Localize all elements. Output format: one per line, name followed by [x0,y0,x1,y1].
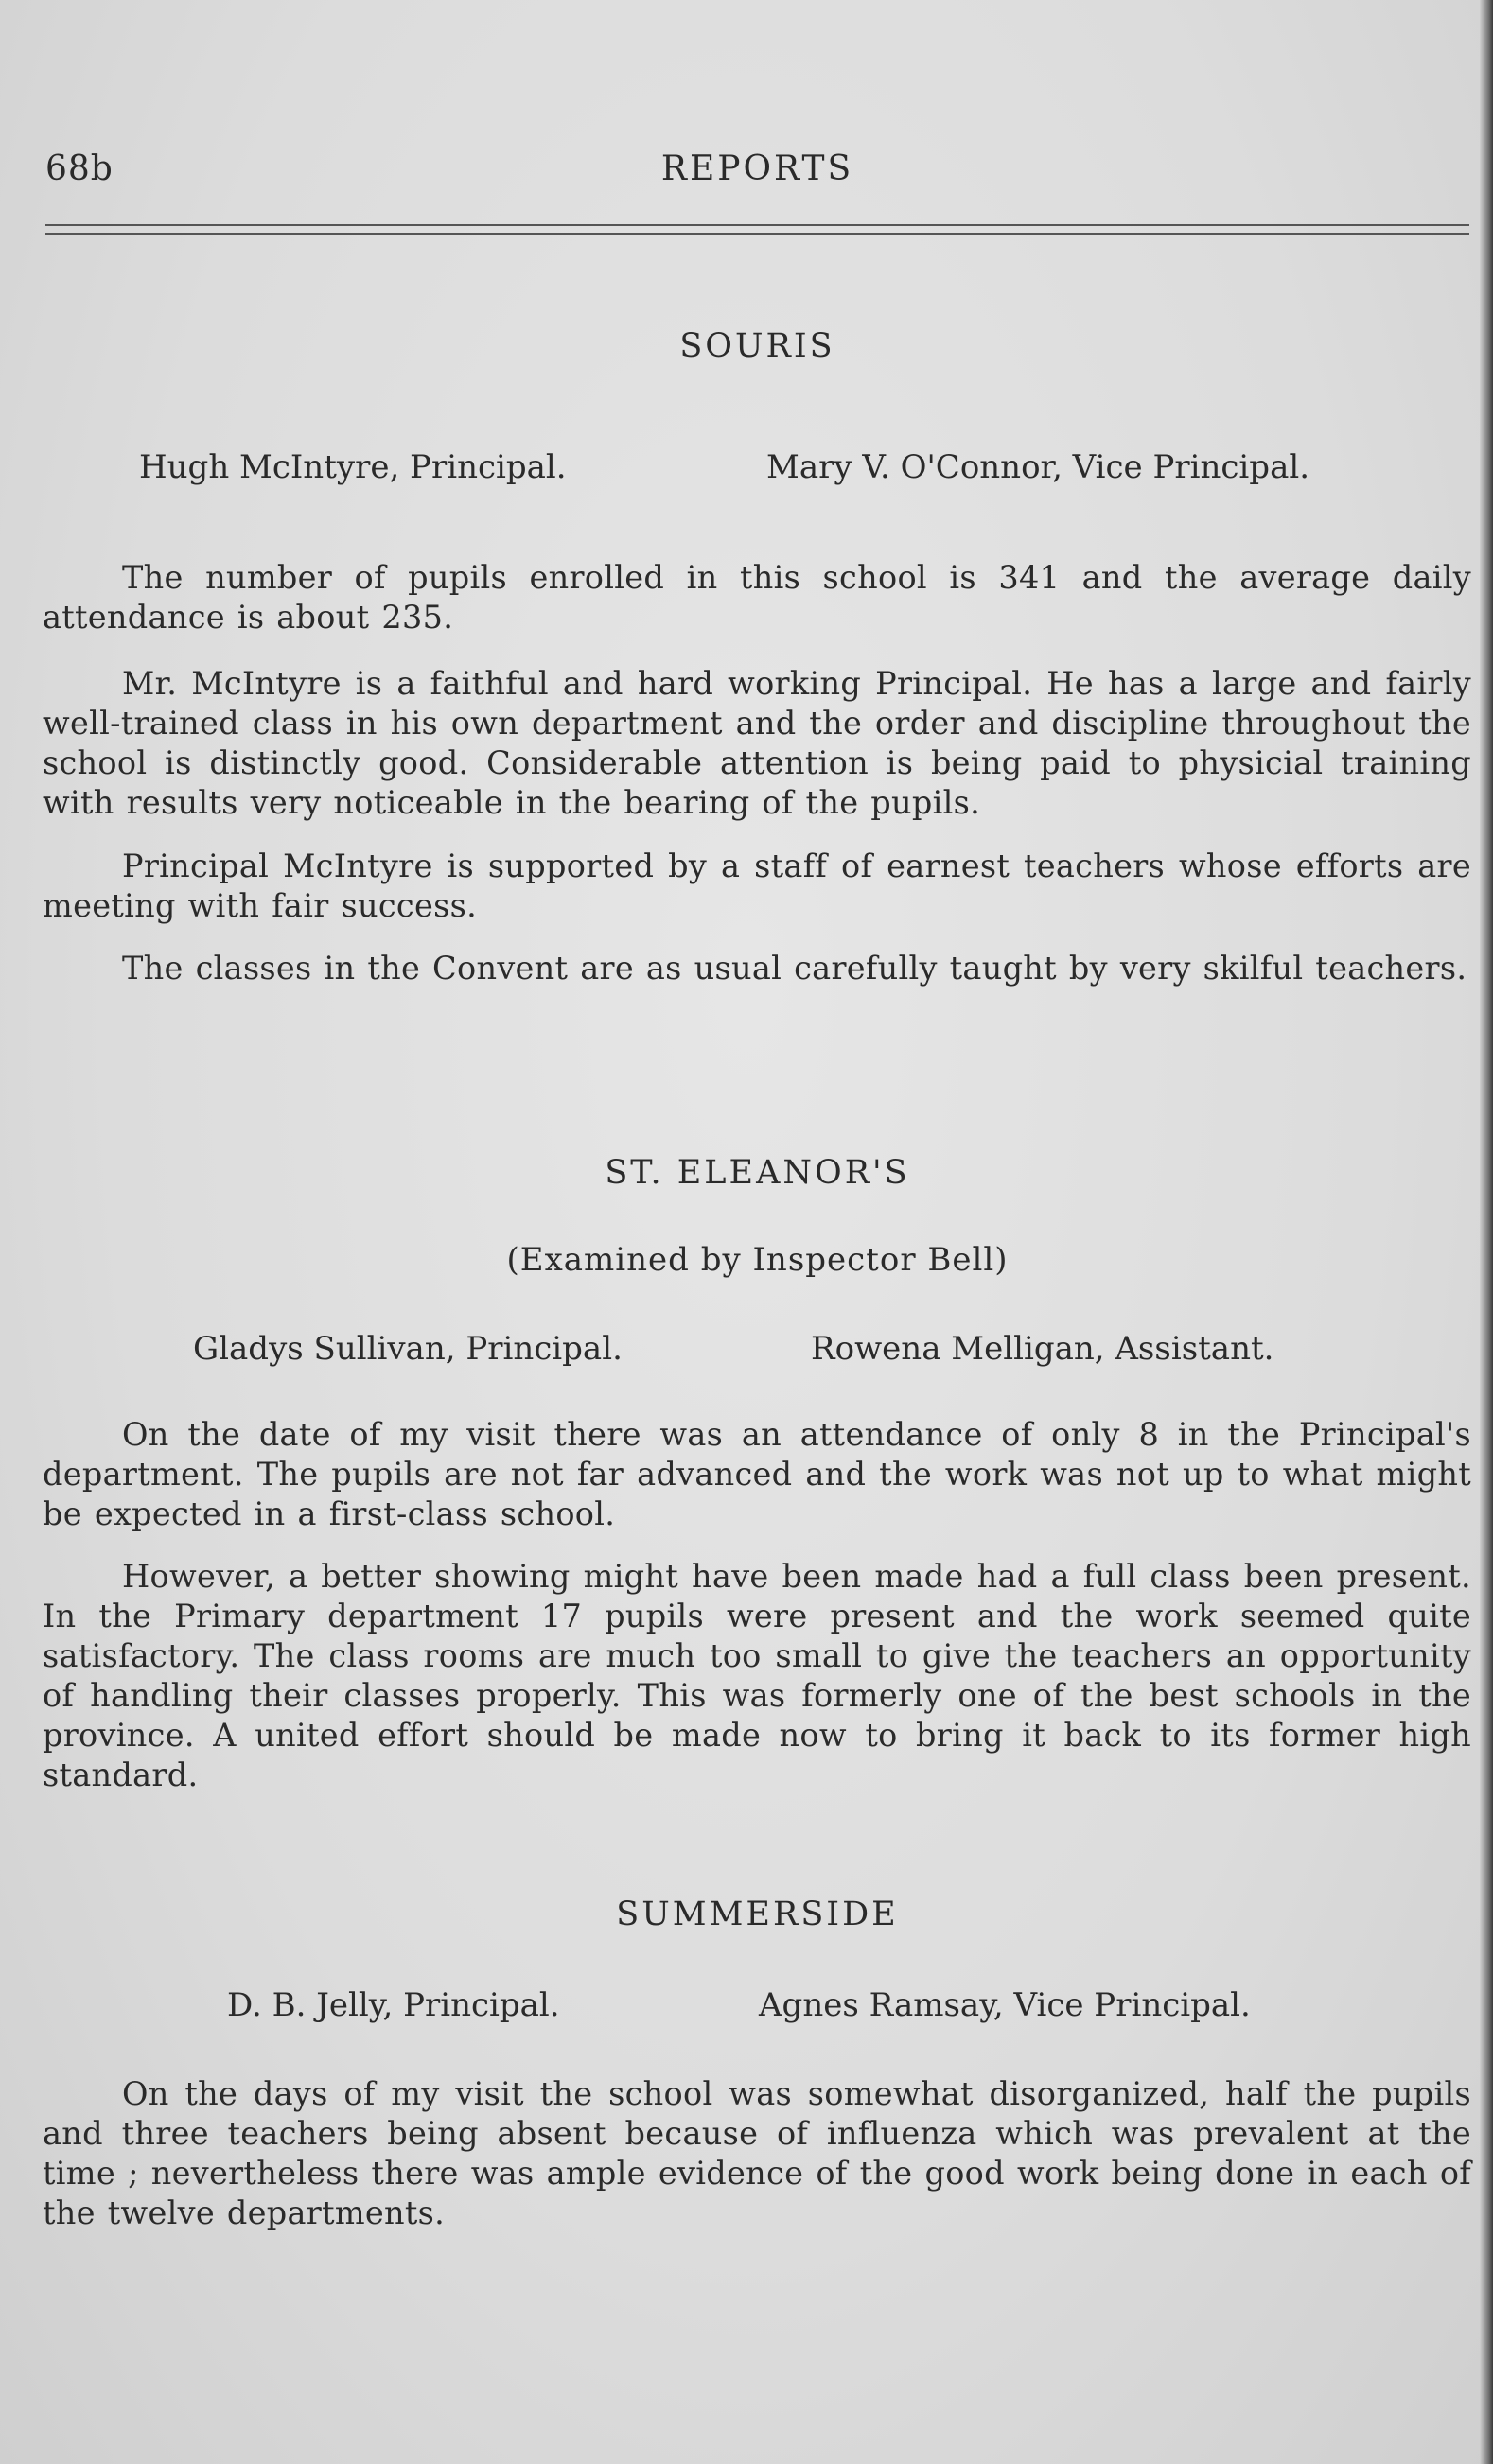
souris-vice-principal: Mary V. O'Connor, Vice Principal. [766,448,1310,486]
section-title-summerside: SUMMERSIDE [616,1896,899,1933]
st-eleanors-principal: Gladys Sullivan, Principal. [193,1330,623,1368]
souris-principal: Hugh McIntyre, Principal. [139,448,567,486]
st-eleanors-paragraph-1: On the date of my visit there was an attendance of only 8 in the Principal's department. The pupils are not far advanced and the work was not up to what might be expected in a first-class school. [43,1416,1471,1532]
section-title-souris: SOURIS [679,327,835,365]
souris-paragraph-2: Mr. McIntyre is a faithful and hard working Principal. He has a large and fairly well-trained class in his own department and the order and discipline throughout the school is distinctly good. Considerable attention is being paid to physicial training with results very noticeable in the bearing of the pupils. [43,665,1471,821]
header-rule-top [45,224,1469,226]
header-rule-bottom [45,233,1469,235]
page-header [45,149,1469,197]
summerside-vice-principal: Agnes Ramsay, Vice Principal. [759,1986,1251,2024]
souris-paragraph-4: The classes in the Convent are as usual carefully taught by very skilful teachers. [122,950,1467,987]
section-title-st-eleanors: ST. ELEANOR'S [605,1154,910,1192]
page-number: 68b [45,149,114,188]
st-eleanors-examiner-note: (Examined by Inspector Bell) [506,1241,1009,1279]
page-edge-shadow [1480,0,1493,2464]
summerside-paragraph-1: On the days of my visit the school was somewhat disorganized, half the pupils and three teachers being absent because of influenza which was prevalent at the time ; nevertheless there was ample evidence of the good work being done in each of the twelve departments. [43,2075,1471,2231]
souris-paragraph-3: Principal McIntyre is supported by a staff of earnest teachers whose efforts are meeting with fair success. [43,848,1471,924]
running-head: REPORTS [660,149,854,188]
st-eleanors-paragraph-2: However, a better showing might have been made had a full class been present. In the Primary department 17 pupils were present and the work seemed quite satisfactory. The class rooms are much too small to give the teachers an opportunity of handling their classes properly. This was formerly one of the best schools in the province. A united effort should be made now to bring it back to its former high standard. [43,1558,1471,1793]
summerside-principal: D. B. Jelly, Principal. [227,1986,560,2024]
souris-paragraph-1: The number of pupils enrolled in this school is 341 and the average daily attendance is about 235. [43,559,1471,636]
st-eleanors-assistant: Rowena Melligan, Assistant. [811,1330,1274,1368]
